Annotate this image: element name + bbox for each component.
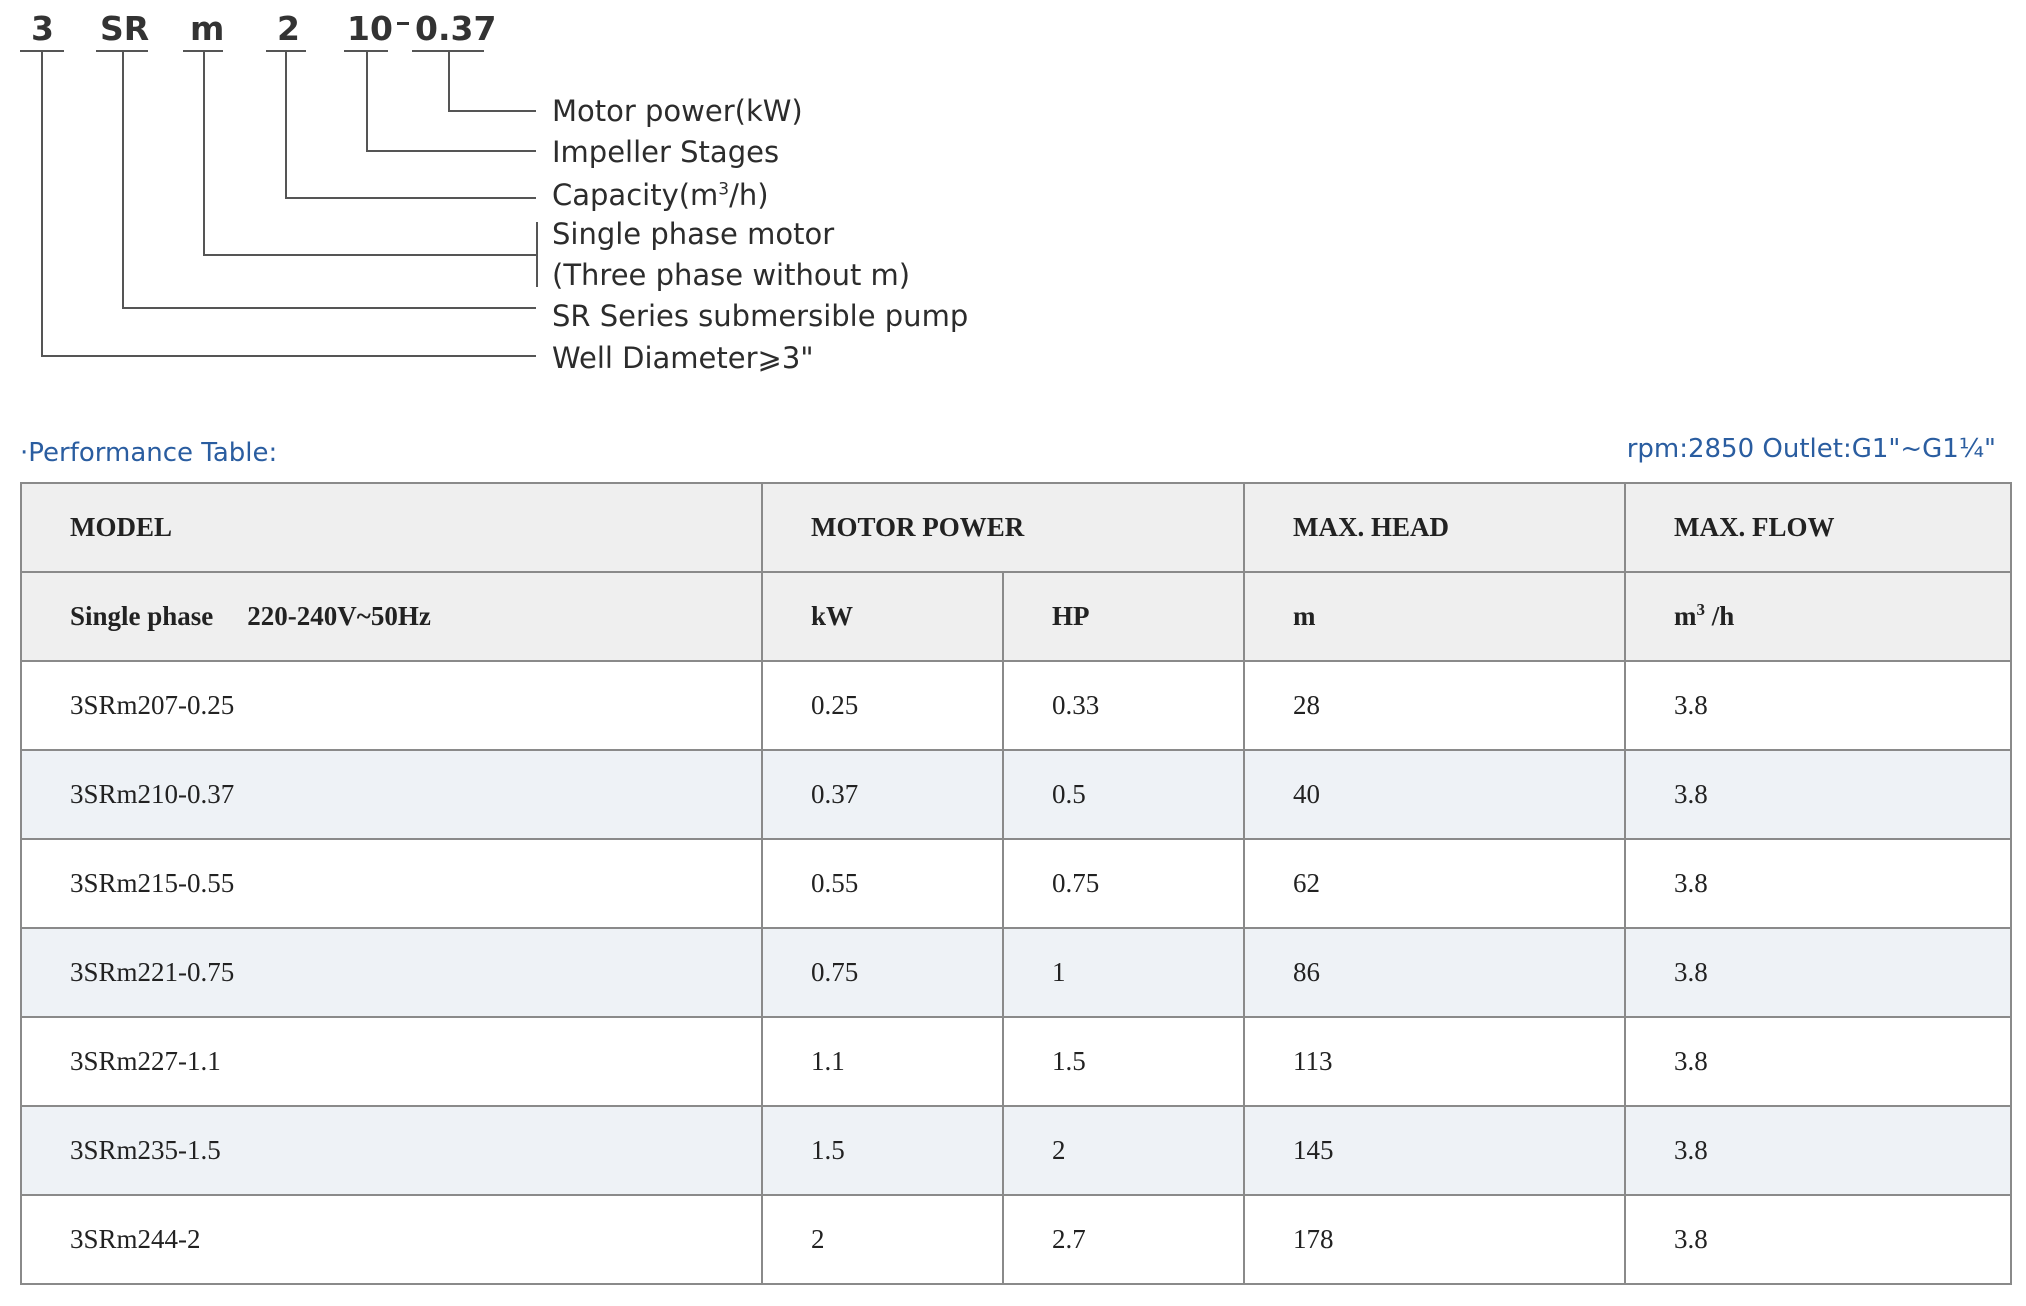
- leader-horizontal-capacity: [285, 197, 536, 199]
- code-segment-capacity: 2: [277, 9, 300, 48]
- leader-vertical-stages: [366, 50, 368, 152]
- code-segment-motor-power: 0.37: [415, 9, 497, 48]
- cell-kw: 0.37: [762, 750, 1003, 839]
- code-segment-series: SR: [100, 9, 150, 48]
- cell-hp: 0.5: [1003, 750, 1244, 839]
- table-header-row: [21, 483, 2011, 572]
- cell-flow: 3.8: [1625, 928, 2011, 1017]
- table-row: [21, 661, 2011, 750]
- cell-model: 3SRm244-2: [21, 1195, 762, 1284]
- cell-hp: 1.5: [1003, 1017, 1244, 1106]
- code-segment-phase: m: [190, 9, 225, 48]
- leader-horizontal-motor-power: [448, 110, 536, 112]
- leader-horizontal-series: [122, 307, 536, 309]
- leader-vertical-motor-power: [448, 50, 450, 112]
- cell-hp: 1: [1003, 928, 1244, 1017]
- cell-flow: 3.8: [1625, 661, 2011, 750]
- cell-hp: 2: [1003, 1106, 1244, 1195]
- cell-kw: 1.5: [762, 1106, 1003, 1195]
- cell-kw: 0.75: [762, 928, 1003, 1017]
- flow-unit-base: m: [1674, 601, 1697, 631]
- cell-flow: 3.8: [1625, 839, 2011, 928]
- subheader-phase: Single phase: [70, 601, 214, 631]
- legend-single-phase-motor: Single phase motor: [552, 217, 835, 251]
- leader-horizontal-phase: [203, 254, 536, 256]
- header-max-flow: MAX. FLOW: [1625, 483, 2011, 572]
- cell-model: 3SRm210-0.37: [21, 750, 762, 839]
- table-row: [21, 1106, 2011, 1195]
- cell-model: 3SRm221-0.75: [21, 928, 762, 1017]
- header-max-head: MAX. HEAD: [1244, 483, 1625, 572]
- cell-model: 3SRm215-0.55: [21, 839, 762, 928]
- subheader-m: m: [1244, 572, 1625, 661]
- cell-kw: 0.55: [762, 839, 1003, 928]
- table-row: [21, 1195, 2011, 1284]
- legend-capacity-superscript: 3: [718, 179, 730, 200]
- leader-vertical-phase: [203, 50, 205, 256]
- table-row: [21, 839, 2011, 928]
- flow-unit-suffix: /h: [1705, 601, 1735, 631]
- cell-kw: 1.1: [762, 1017, 1003, 1106]
- cell-head: 28: [1244, 661, 1625, 750]
- legend-capacity: [552, 178, 769, 212]
- legend-capacity-suffix: /h): [729, 178, 769, 212]
- subheader-phase-voltage: [21, 572, 762, 661]
- leader-bracket-phase: [536, 222, 538, 287]
- code-segment-well-diameter: 3: [31, 9, 54, 48]
- legend-sr-series: SR Series submersible pump: [552, 299, 969, 333]
- cell-flow: 3.8: [1625, 1017, 2011, 1106]
- leader-horizontal-well-diameter: [41, 355, 536, 357]
- cell-kw: 0.25: [762, 661, 1003, 750]
- cell-hp: 2.7: [1003, 1195, 1244, 1284]
- leader-vertical-capacity: [285, 50, 287, 199]
- model-code-diagram: [0, 0, 1100, 390]
- subheader-flow-unit: [1625, 572, 2011, 661]
- leader-vertical-well-diameter: [41, 50, 43, 357]
- cell-head: 40: [1244, 750, 1625, 839]
- rpm-outlet-note: rpm:2850 Outlet:G1"~G1¼": [1626, 434, 1996, 464]
- cell-hp: 0.75: [1003, 839, 1244, 928]
- legend-capacity-text: Capacity(m: [552, 178, 719, 212]
- table-subheader-row: [21, 572, 2011, 661]
- legend-impeller-stages: Impeller Stages: [552, 135, 780, 169]
- cell-head: 178: [1244, 1195, 1625, 1284]
- cell-flow: 3.8: [1625, 1106, 2011, 1195]
- cell-head: 62: [1244, 839, 1625, 928]
- cell-model: 3SRm235-1.5: [21, 1106, 762, 1195]
- leader-vertical-series: [122, 50, 124, 309]
- legend-motor-power: Motor power(kW): [552, 94, 803, 128]
- flow-unit-superscript: 3: [1696, 600, 1706, 619]
- code-segment-stages: 10: [347, 9, 393, 48]
- cell-flow: 3.8: [1625, 1195, 2011, 1284]
- table-row: [21, 928, 2011, 1017]
- cell-kw: 2: [762, 1195, 1003, 1284]
- cell-head: 86: [1244, 928, 1625, 1017]
- subheader-kw: kW: [762, 572, 1003, 661]
- cell-model: 3SRm227-1.1: [21, 1017, 762, 1106]
- table-row: [21, 750, 2011, 839]
- cell-head: 145: [1244, 1106, 1625, 1195]
- header-model: MODEL: [21, 483, 762, 572]
- cell-model: 3SRm207-0.25: [21, 661, 762, 750]
- cell-hp: 0.33: [1003, 661, 1244, 750]
- cell-flow: 3.8: [1625, 750, 2011, 839]
- table-row: [21, 1017, 2011, 1106]
- code-separator-dash: [397, 22, 409, 25]
- performance-table-heading: ·Performance Table:: [20, 438, 278, 468]
- subheader-voltage: 220-240V~50Hz: [247, 601, 431, 631]
- leader-horizontal-stages: [366, 150, 536, 152]
- header-motor-power: MOTOR POWER: [762, 483, 1244, 572]
- subheader-hp: HP: [1003, 572, 1244, 661]
- legend-well-diameter: Well Diameter⩾3": [552, 341, 814, 375]
- cell-head: 113: [1244, 1017, 1625, 1106]
- legend-three-phase-note: (Three phase without m): [552, 258, 911, 292]
- performance-table: [20, 482, 2012, 1285]
